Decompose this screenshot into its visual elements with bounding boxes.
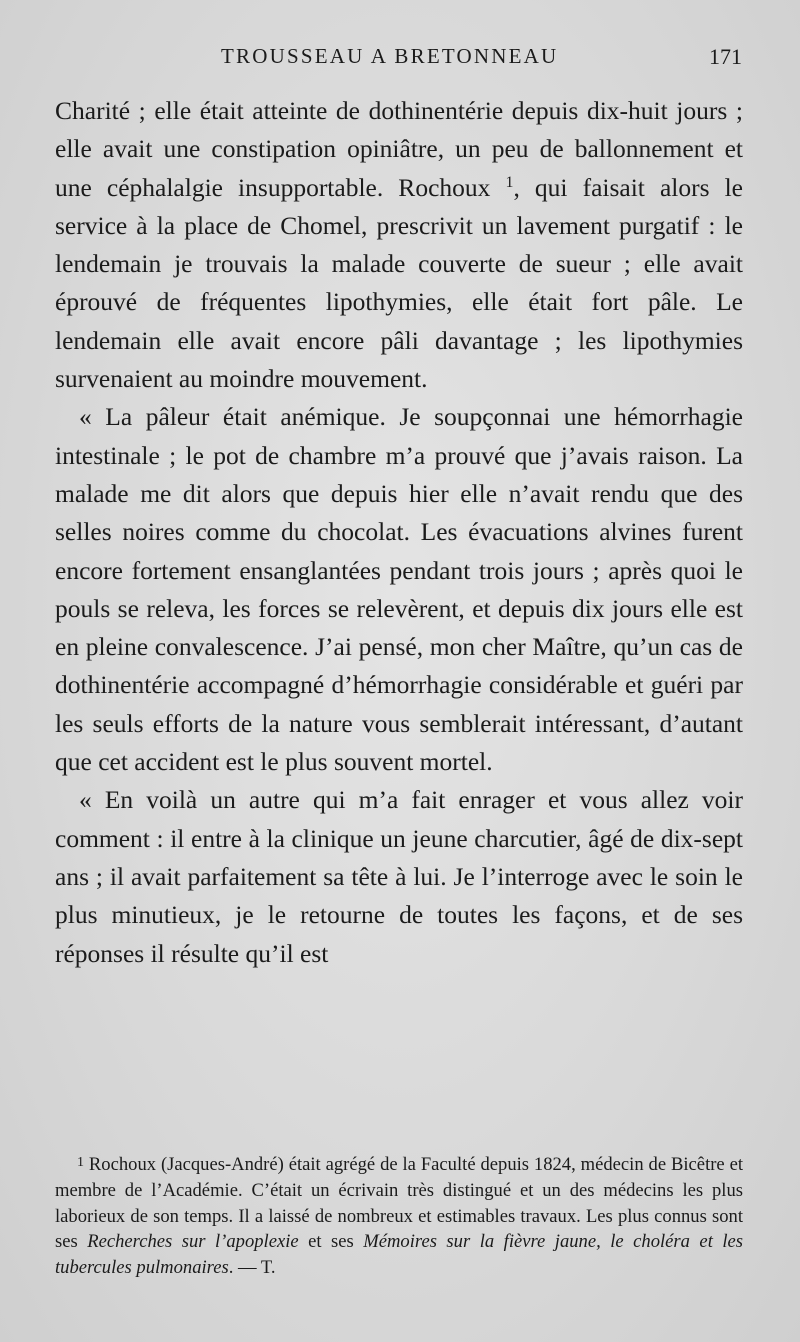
paragraph-3: « En voilà un autre qui m’a fait enrager et vous allez voir comment : il entre à la clinique un jeune charcutier, âgé de dix-sept ans ; il avait parfaitement sa tête à lui. Je l’interroge avec le soin le plus minutieux, je le retourne de toutes les façons, et de ses réponses il résulte qu’il est	[55, 785, 743, 968]
running-head	[0, 44, 800, 74]
paragraph-1-text-a: Charité ; elle était atteinte de dothinentérie depuis dix-huit jours ; elle avait une constipation opiniâtre, un peu de ballonnement et une céphalalgie insupportable. Rochoux	[55, 96, 743, 202]
footnote-reference: 1	[505, 173, 514, 191]
footnote-text-c: . — T.	[228, 1257, 276, 1279]
footnote-italic-title-2: Mémoires sur la fièvre jaune, le choléra et les tubercules pulmonaires	[55, 1231, 744, 1279]
footnotes	[55, 1152, 743, 1281]
body-text	[55, 92, 743, 973]
paragraph-1	[55, 92, 743, 398]
footnote-italic-title-1: Recherches sur l’apoplexie	[87, 1231, 299, 1253]
footnote-mark: 1	[77, 1155, 84, 1170]
paragraph-1-text-b: , qui faisait alors le service à la place de Chomel, prescrivit un lavement purgatif : le lendemain je trouvais la malade couverte de sueur ; elle avait éprouvé de fréquentes lipothymies, elle était fort pâle. Le lendemain elle avait encore pâli davantage ; les lipothymies survenaient au moindre mouvement.	[55, 172, 743, 394]
page-number: 171	[709, 44, 742, 69]
footnote-text-b: et ses	[298, 1231, 364, 1253]
paragraph-2: « La pâleur était anémique. Je soupçonnai une hémorrhagie intestinale ; le pot de chambre m’a prouvé que j’avais raison. La malade me dit alors que depuis hier elle n’avait rendu que des selles noires comme du chocolat. Les évacuations alvines furent encore fortement ensanglantées pendant trois jours ; après quoi le pouls se releva, les forces se relevèrent, et depuis dix jours elle est en pleine convalescence. J’ai pensé, mon cher Maître, qu’un cas de dothinentérie accompagné d’hémorrhagie considérable et guéri par les seuls efforts de la nature vous semblerait intéressant, d’autant que cet accident est le plus souvent mortel.	[55, 402, 743, 777]
running-title: TROUSSEAU A BRETONNEAU	[221, 44, 559, 68]
footnote-1	[55, 1152, 743, 1281]
footnote-text-a: Rochoux (Jacques-André) était agrégé de la Faculté depuis 1824, médecin de Bicêtre et membre de l’Académie. C’était un écrivain très distingué et un des médecins les plus laborieux de son temps. Il a laissé de nombreux et estimables travaux. Les plus connus sont ses	[55, 1154, 743, 1253]
